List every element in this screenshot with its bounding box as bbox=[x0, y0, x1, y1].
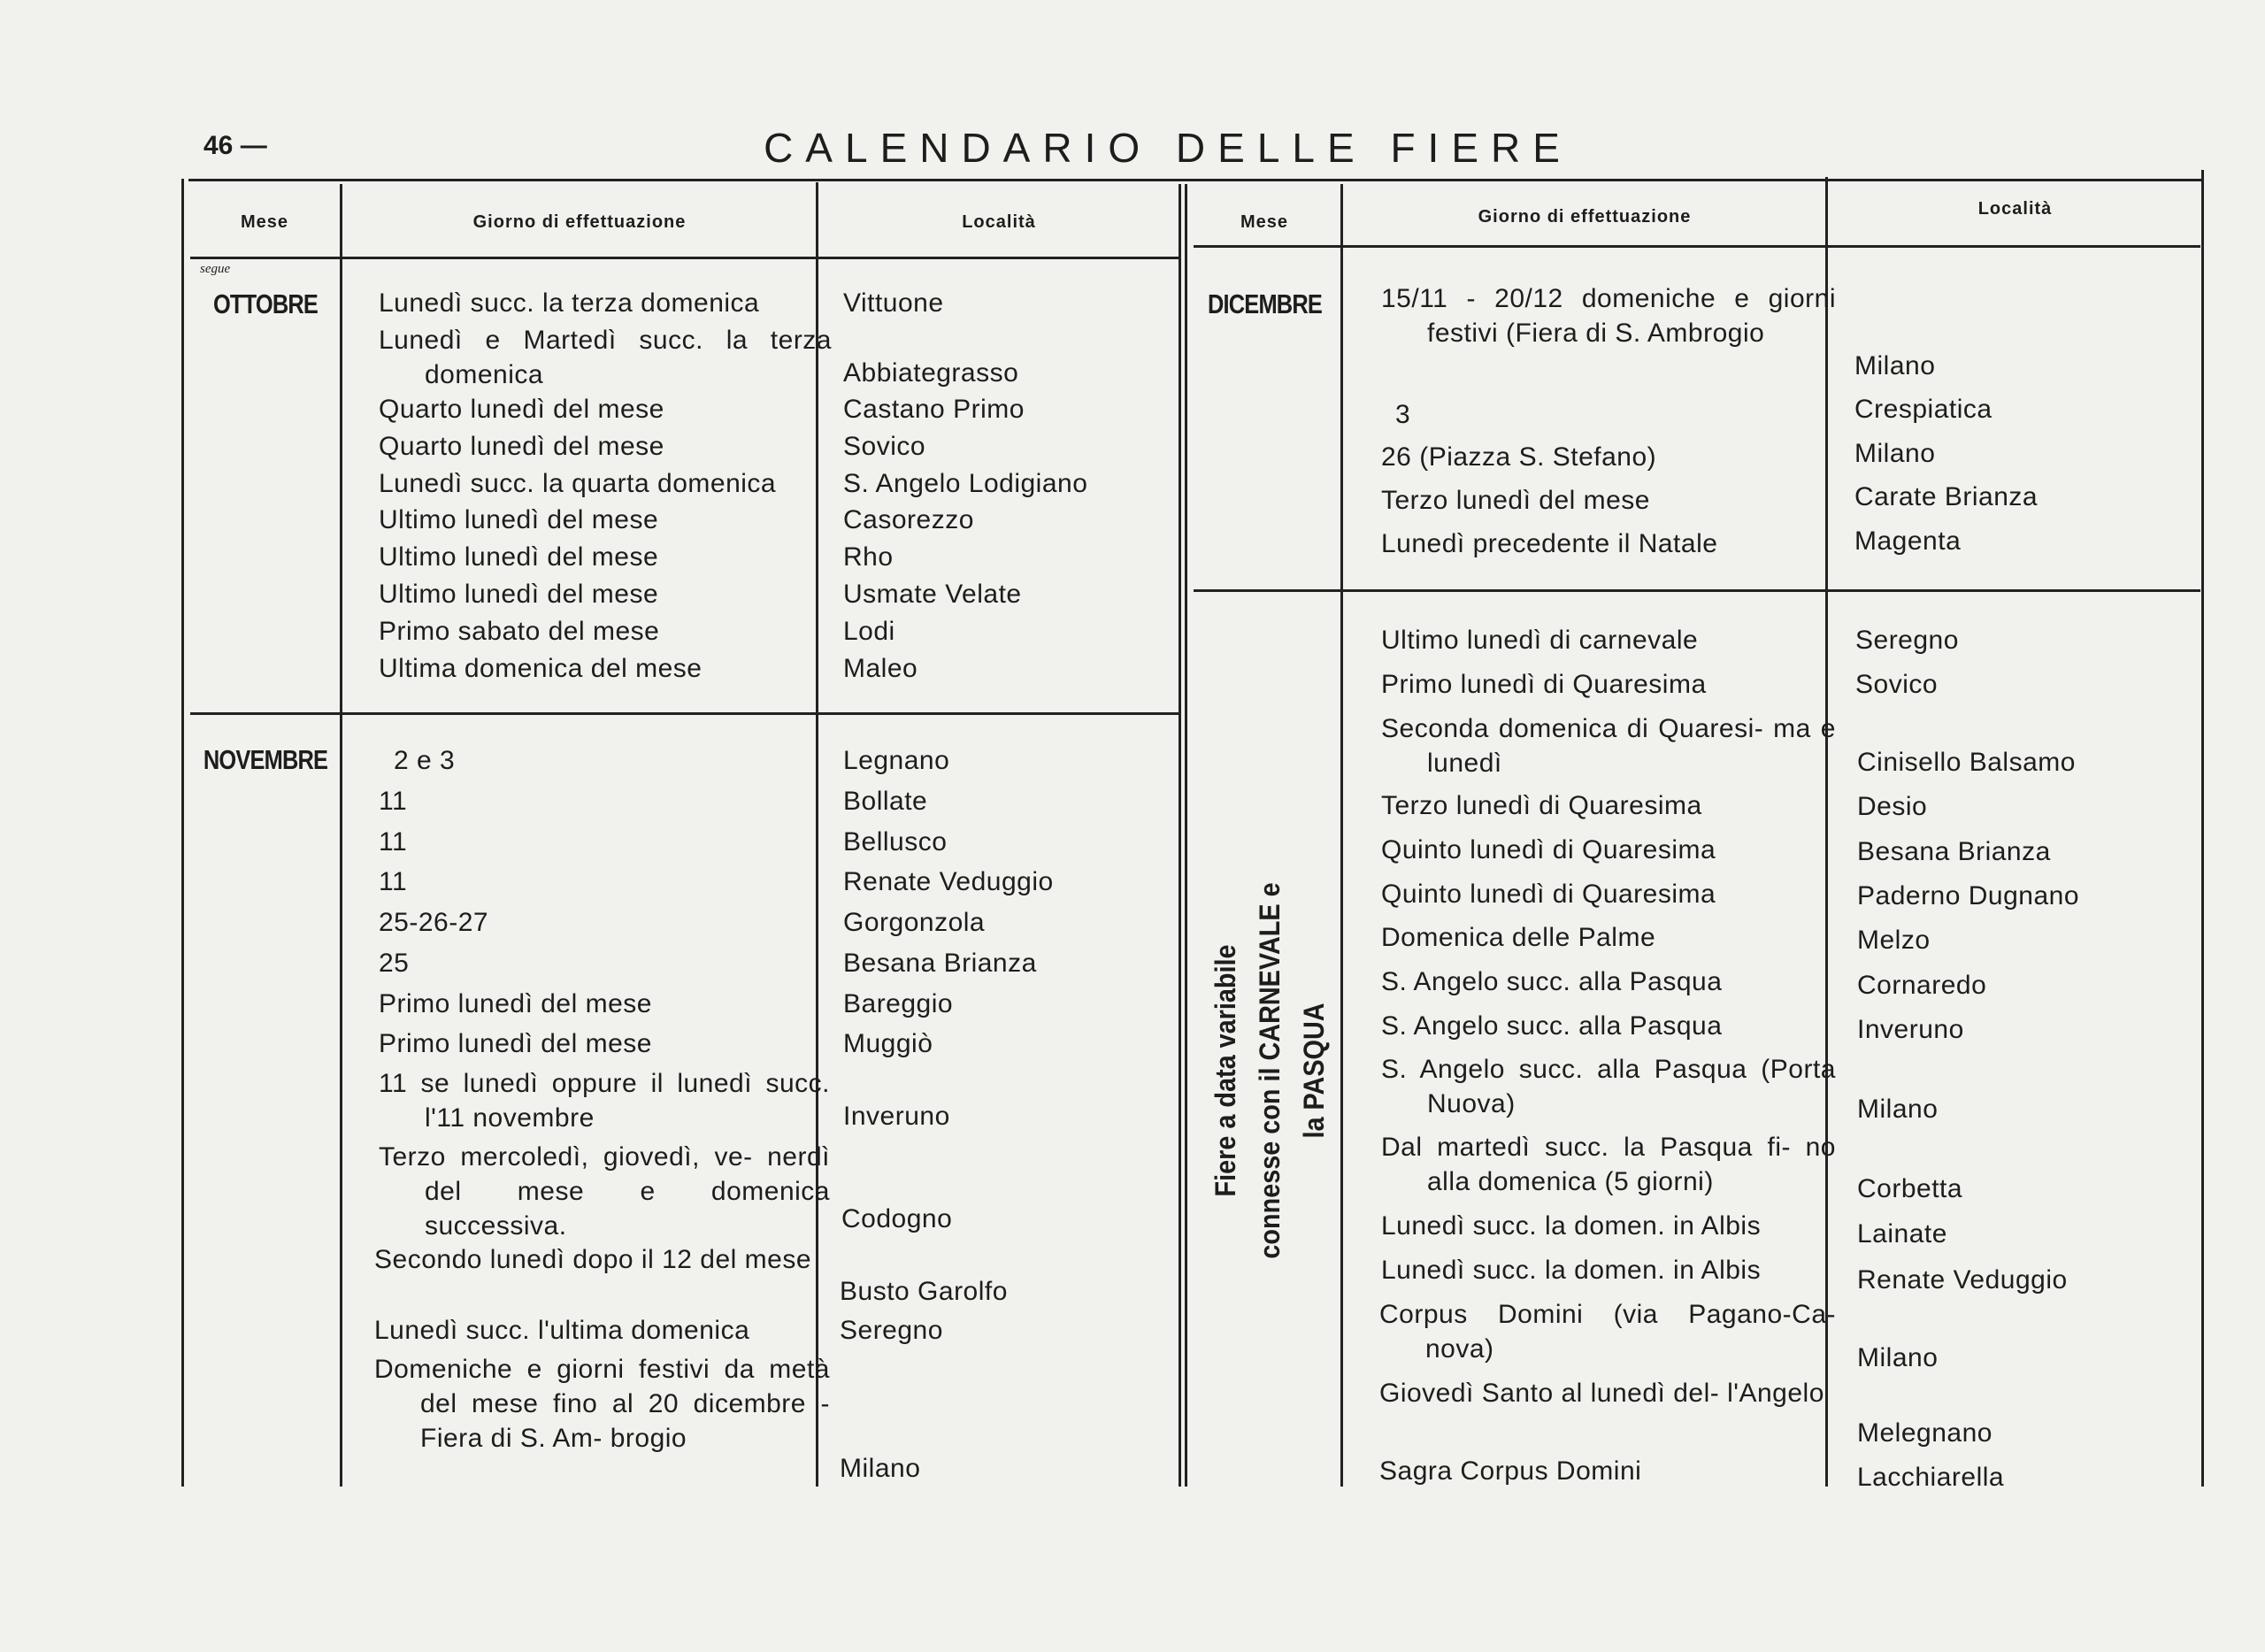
list-item: S. Angelo succ. alla Pasqua bbox=[1381, 1011, 1723, 1041]
segue-label: segue bbox=[200, 262, 231, 276]
page-title: CALENDARIO DELLE FIERE bbox=[764, 125, 1572, 171]
header-giorno: Giorno di effettuazione bbox=[472, 212, 687, 232]
list-item: 26 (Piazza S. Stefano) bbox=[1381, 442, 1657, 472]
list-item: Carate Brianza bbox=[1854, 482, 2038, 511]
list-item: Casorezzo bbox=[843, 505, 974, 534]
list-item: Quarto lunedì del mese bbox=[379, 395, 664, 424]
list-item: Sovico bbox=[843, 432, 926, 461]
list-item: Besana Brianza bbox=[1857, 837, 2051, 866]
list-item: Sovico bbox=[1855, 670, 1939, 699]
list-item: S. Angelo succ. alla Pasqua (Porta Nuova) bbox=[1381, 1055, 1836, 1118]
list-item: Secondo lunedì dopo il 12 del mese bbox=[374, 1245, 812, 1274]
list-item: Abbiategrasso bbox=[843, 358, 1019, 388]
list-item: Domeniche e giorni festivi da metà del mese fino al 20 dicembre - Fiera di S. Am- brogio bbox=[374, 1355, 830, 1453]
list-item: Desio bbox=[1857, 792, 1928, 821]
list-item: Bollate bbox=[843, 787, 928, 816]
list-item: Bareggio bbox=[843, 989, 954, 1018]
list-item: 3 bbox=[1395, 400, 1411, 429]
list-item: 11 se lunedì oppure il lunedì succ. l'11 novembre bbox=[379, 1069, 830, 1133]
list-item: Codogno bbox=[841, 1204, 953, 1233]
list-item: Legnano bbox=[843, 746, 950, 775]
list-item: Ultimo lunedì del mese bbox=[379, 505, 659, 534]
page-number: 46 — bbox=[203, 131, 267, 160]
list-item: Primo lunedì del mese bbox=[379, 989, 652, 1018]
list-item: 11 bbox=[379, 827, 408, 857]
list-item: Vittuone bbox=[843, 288, 944, 318]
list-item: Lunedì succ. la quarta domenica bbox=[379, 469, 777, 498]
list-item: Primo lunedì di Quaresima bbox=[1381, 670, 1707, 699]
list-item: Usmate Velate bbox=[843, 580, 1022, 609]
list-item: Corbetta bbox=[1857, 1174, 1963, 1203]
list-item: Lodi bbox=[843, 617, 895, 646]
list-item: Domenica delle Palme bbox=[1381, 923, 1656, 952]
header-mese: Mese bbox=[240, 212, 289, 232]
list-item: Seregno bbox=[1855, 626, 1959, 655]
list-item: 11 bbox=[379, 787, 408, 816]
list-item: Melzo bbox=[1857, 926, 1931, 955]
list-item: Seregno bbox=[840, 1316, 943, 1345]
list-item: Bellusco bbox=[843, 827, 948, 857]
list-item: Quarto lunedì del mese bbox=[379, 432, 664, 461]
list-item: 2 e 3 bbox=[394, 746, 456, 775]
list-item: Ultima domenica del mese bbox=[379, 654, 703, 683]
list-item: Besana Brianza bbox=[843, 949, 1037, 978]
month-dicembre: DICEMBRE bbox=[1207, 288, 1323, 319]
list-item: Melegnano bbox=[1857, 1418, 1992, 1448]
list-item: Renate Veduggio bbox=[1857, 1265, 2068, 1295]
list-item: Terzo mercoledì, giovedì, ve- nerdì del mese e domenica successiva. bbox=[379, 1142, 830, 1241]
list-item: Busto Garolfo bbox=[840, 1277, 1008, 1306]
list-item: Lunedì succ. la domen. in Albis bbox=[1381, 1256, 1762, 1285]
month-ottobre: OTTOBRE bbox=[212, 288, 319, 319]
header-localita: Località bbox=[962, 212, 1036, 232]
list-item: Quinto lunedì di Quaresima bbox=[1381, 880, 1716, 909]
list-item: Ultimo lunedì del mese bbox=[379, 580, 659, 609]
list-item: 25 bbox=[379, 949, 410, 978]
header-localita-right: Località bbox=[1977, 199, 2053, 219]
list-item: Paderno Dugnano bbox=[1857, 881, 2080, 911]
list-item: Ultimo lunedì del mese bbox=[379, 542, 659, 572]
list-item: S. Angelo succ. alla Pasqua bbox=[1381, 967, 1723, 996]
list-item: Lunedì succ. la domen. in Albis bbox=[1381, 1211, 1762, 1241]
list-item: Lunedì succ. la terza domenica bbox=[379, 288, 760, 318]
list-item: Ultimo lunedì di carnevale bbox=[1381, 626, 1699, 655]
list-item: 11 bbox=[379, 867, 408, 896]
month-novembre: NOVEMBRE bbox=[203, 744, 328, 775]
list-item: Rho bbox=[843, 542, 894, 572]
list-item: Milano bbox=[1854, 351, 1936, 380]
list-item: Giovedì Santo al lunedì del- l'Angelo bbox=[1379, 1379, 1824, 1408]
list-item: Milano bbox=[1857, 1343, 1939, 1372]
list-item: Lacchiarella bbox=[1857, 1463, 2005, 1492]
list-item: 25-26-27 bbox=[379, 908, 489, 937]
list-item: Magenta bbox=[1854, 526, 1962, 556]
list-item: Dal martedì succ. la Pasqua fi- no alla domenica (5 giorni) bbox=[1381, 1133, 1836, 1196]
list-item: Corpus Domini (via Pagano-Ca- nova) bbox=[1379, 1300, 1836, 1364]
list-item: Terzo lunedì di Quaresima bbox=[1381, 791, 1702, 820]
list-item: Muggiò bbox=[843, 1029, 933, 1058]
list-item: Milano bbox=[840, 1454, 921, 1483]
list-item: Inveruno bbox=[843, 1102, 950, 1131]
list-item: Cinisello Balsamo bbox=[1857, 748, 2076, 777]
variable-date-label: Fiere a data variabile connesse con il CARNEVALE e la PASQUA bbox=[1209, 882, 1330, 1259]
list-item: Inveruno bbox=[1857, 1015, 1964, 1044]
list-item: Castano Primo bbox=[843, 395, 1025, 424]
list-item: Milano bbox=[1854, 439, 1936, 468]
list-item: Terzo lunedì del mese bbox=[1381, 486, 1650, 515]
list-item: Seconda domenica di Quaresi- ma e lunedì bbox=[1381, 714, 1836, 778]
list-item: Quinto lunedì di Quaresima bbox=[1381, 835, 1716, 864]
list-item: Lunedì succ. l'ultima domenica bbox=[374, 1316, 750, 1345]
list-item: Crespiatica bbox=[1854, 395, 1992, 424]
list-item: S. Angelo Lodigiano bbox=[843, 469, 1088, 498]
list-item: Milano bbox=[1857, 1095, 1939, 1124]
header-mese-right: Mese bbox=[1240, 212, 1289, 232]
header-giorno-right: Giorno di effettuazione bbox=[1478, 207, 1692, 227]
list-item: Primo lunedì del mese bbox=[379, 1029, 652, 1058]
list-item: Gorgonzola bbox=[843, 908, 986, 937]
list-item: Lunedì precedente il Natale bbox=[1381, 529, 1718, 558]
list-item: Maleo bbox=[843, 654, 918, 683]
list-item: Primo sabato del mese bbox=[379, 617, 660, 646]
list-item: Cornaredo bbox=[1857, 971, 1987, 1000]
list-item: Sagra Corpus Domini bbox=[1379, 1456, 1642, 1486]
list-item: 15/11 - 20/12 domeniche e giorni festivi (Fiera di S. Ambrogio bbox=[1381, 284, 1836, 348]
list-item: Lainate bbox=[1857, 1219, 1947, 1249]
list-item: Renate Veduggio bbox=[843, 867, 1054, 896]
list-item: Lunedì e Martedì succ. la terza domenica bbox=[379, 326, 832, 389]
